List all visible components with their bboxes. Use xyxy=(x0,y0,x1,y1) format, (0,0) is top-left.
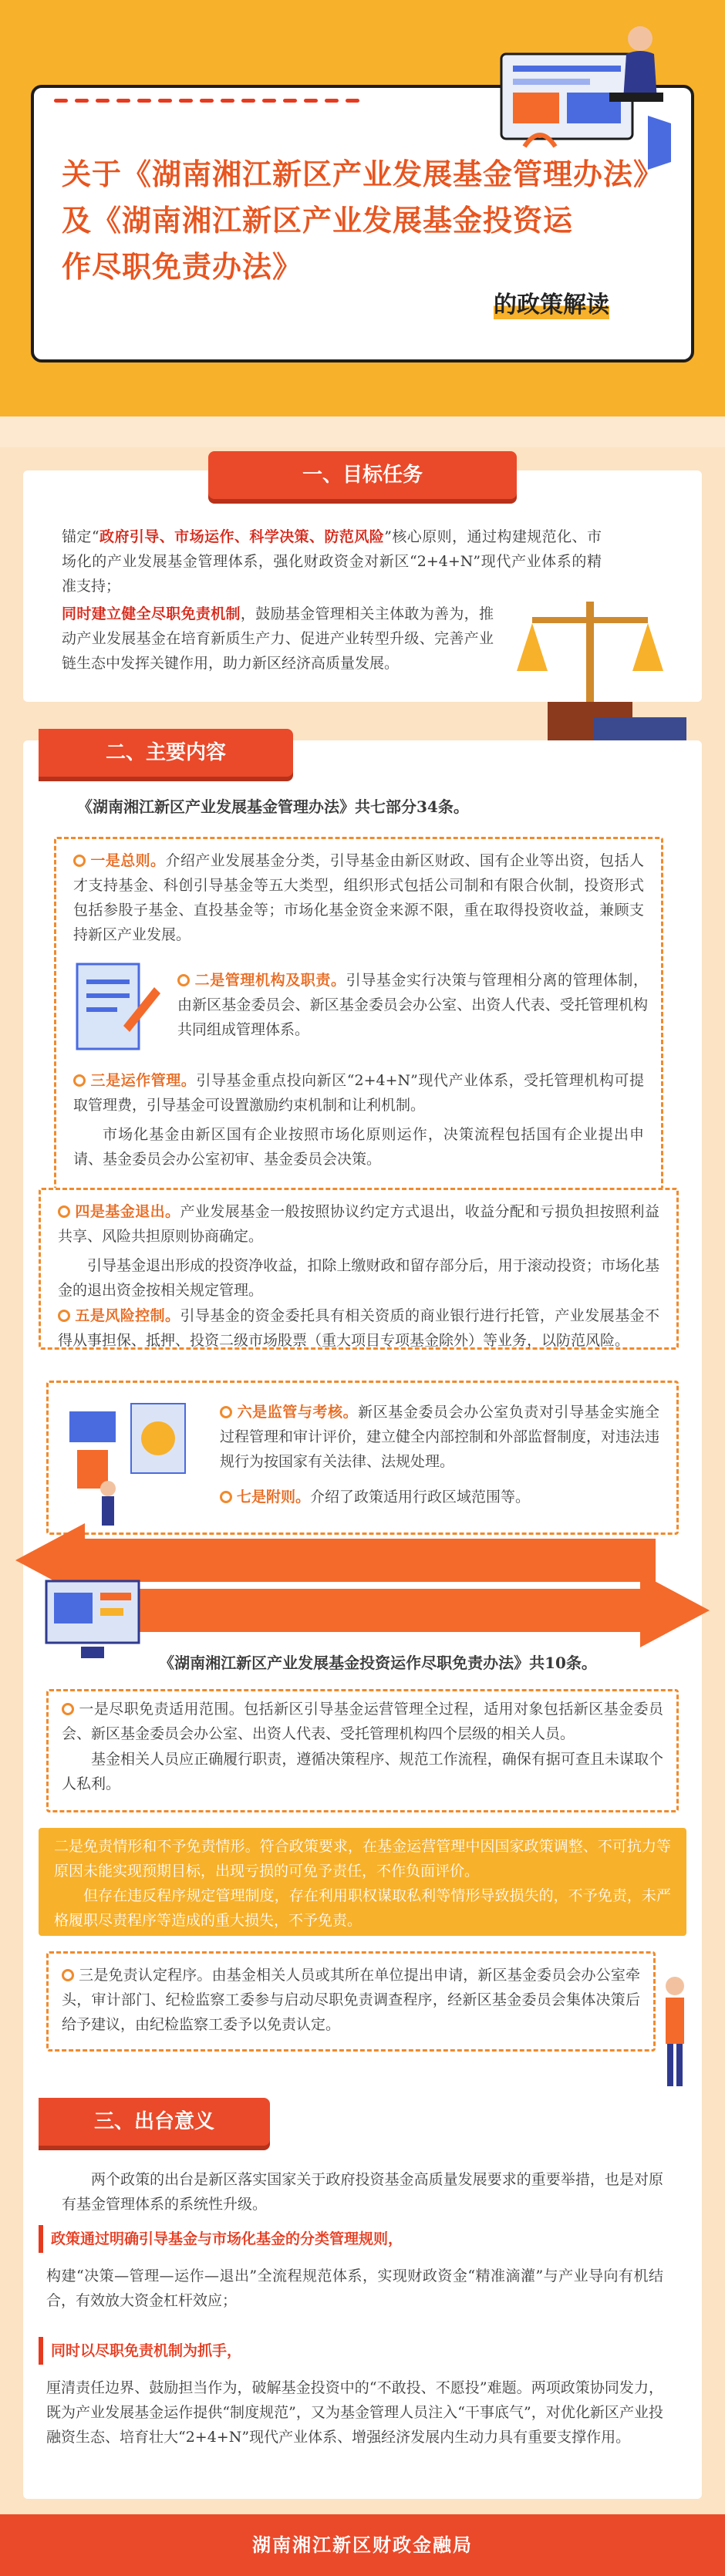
doc2-item1b: 基金相关人员应正确履行职责，遵循决策程序、规范工作流程，确保有据可查且未谋取个人私利。 xyxy=(62,1751,663,1792)
title-line-3: 作尽职免责办法》 xyxy=(62,249,303,284)
doc2-item1: 一是尽职免责适用范围。包括新区引导基金运营管理全过程，适用对象包括新区基金委员会、新区基金委员会办公室、出资人代表、受托管理机构四个层级的相关人员。 xyxy=(62,1701,663,1742)
item4: 四是基金退出。产业发展基金一般按照协议约定方式退出，收益分配和亏损负担按照利益共享、风险共担原则协商确定。 xyxy=(58,1203,659,1245)
item7: 七是附则。介绍了政策适用行政区域范围等。 xyxy=(220,1485,659,1509)
standing-person-icon xyxy=(659,1974,690,2090)
doc2-item3: 三是免责认定程序。由基金相关人员或其所在单位提出申请，新区基金委员会办公室牵头，审计部门、纪检监察工委参与启动尽职免责调查程序，经新区基金委员会集体决策后给予建议，由纪检监察工委予以免责认定。 xyxy=(62,1967,640,2033)
clipboard-pen-icon xyxy=(69,956,162,1057)
item5: 五是风险控制。引导基金的资金委托具有相关资质的商业银行进行托管，产业发展基金不得从事担保、抵押、投资二级市场股票（重大项目专项基金除外）等业务，以防范风险。 xyxy=(58,1307,659,1349)
section3-para1: 两个政策的出台是新区落实国家关于政府投资基金高质量发展要求的重要举措，也是对原有基金管理体系的系统性升级。 xyxy=(62,2171,663,2213)
item2: 二是管理机构及职责。引导基金实行决策与管理相分离的管理体制，由新区基金委员会、新区基金委员会办公室、出资人代表、受托管理机构共同组成管理体系。 xyxy=(177,972,648,1038)
item6: 六是监管与考核。新区基金委员会办公室负责对引导基金实施全过程管理和审计评价，建立健全内部控制和外部监督制度，对违法违规行为按国家有关法律、法规处理。 xyxy=(220,1404,660,1470)
doc2-heading: 《湖南湘江新区产业发展基金投资运作尽职免责办法》共10条。 xyxy=(159,1654,597,1672)
title-subtitle: 的政策解读 xyxy=(494,285,609,319)
section1-para1: 锚定“政府引导、市场运作、科学决策、防范风险”核心原则，通过构建规范化、市场化的产业发展基金管理体系，强化财政资金对新区“2+4+N”现代产业体系的精准支持； xyxy=(62,528,602,595)
doc2-item2b: 但存在违反程序规定管理制度，存在利用职权谋取私利等情形导致损失的，不予免责，未严格履职尽责程序等造成的重大损失，不予免责。 xyxy=(54,1887,671,1929)
item3: 三是运作管理。引导基金重点投向新区“2+4+N”现代产业体系，受托管理机构可提取管理费，引导基金可设置激励约束机制和让利机制。 xyxy=(73,1072,644,1114)
arrow-right-icon xyxy=(640,1573,710,1647)
title-line-1: 关于《湖南湘江新区产业发展基金管理办法》 xyxy=(62,157,664,191)
section3-label1: 政策通过明确引导基金与市场化基金的分类管理规则， xyxy=(39,2225,403,2253)
divider-stripe xyxy=(0,416,725,447)
decor-dots xyxy=(54,99,359,103)
title-line-2: 及《湖南湘江新区产业发展基金投资运 xyxy=(62,203,574,238)
footer-org: 湖南湘江新区财政金融局 xyxy=(0,2514,725,2576)
doc2-item2: 二是免责情形和不予免责情形。符合政策要求，在基金运营管理中因国家政策调整、不可抗力等原因未能实现预期目标，出现亏损的可免予责任，不作负面评价。 xyxy=(54,1838,671,1880)
doc1-heading: 《湖南湘江新区产业发展基金管理办法》共七部分34条。 xyxy=(77,797,469,816)
section3-para2: 构建“决策—管理—运作—退出”全流程规范体系，实现财政资金“精准滴灌”与产业导向有机结合，有效放大资金杠杆效应； xyxy=(46,2267,663,2309)
section3-para3: 厘清责任边界、鼓励担当作为，破解基金投资中的“不敢投、不愿投”难题。两项政策协同发力，既为产业发展基金运作提供“制度规范”，又为基金管理人员注入“干事底气”，对优化新区产业投融资生态、培育壮大“2+4+N”现代产业体系、增强经济发展内生动力具有重要支撑作用。 xyxy=(46,2379,663,2446)
item4-text2: 引导基金退出形成的投资净收益，扣除上缴财政和留存部分后，用于滚动投资；市场化基金的退出资金按相关规定管理。 xyxy=(58,1257,659,1299)
item1: 一是总则。介绍产业发展基金分类，引导基金由新区财政、国有企业等出资，包括人才支持基金、科创引导基金等五大类型，组织形式包括公司制和有限合伙制，投资形式包括参股子基金、直投基金等；市场化基金资金来源不限，重在取得投资收益，兼顾支持新区产业发展。 xyxy=(73,852,644,943)
section2-tab: 二、主要内容 xyxy=(39,729,293,777)
item3-text2: 市场化基金由新区国有企业按照市场化原则运作，决策流程包括国有企业提出申请、基金委员会办公室初审、基金委员会决策。 xyxy=(73,1126,644,1168)
section3-label2: 同时以尽职免责机制为抓手， xyxy=(39,2337,241,2365)
analytics-person-icon xyxy=(62,1396,201,1527)
section1-tab: 一、目标任务 xyxy=(208,451,517,499)
section1-para2: 同时建立健全尽职免责机制，鼓励基金管理相关主体敢为善为，推动产业发展基金在培育新质生产力、促进产业转型升级、完善产业链生态中发挥关键作用，助力新区经济高质量发展。 xyxy=(62,605,494,672)
section3-tab: 三、出台意义 xyxy=(39,2098,270,2146)
